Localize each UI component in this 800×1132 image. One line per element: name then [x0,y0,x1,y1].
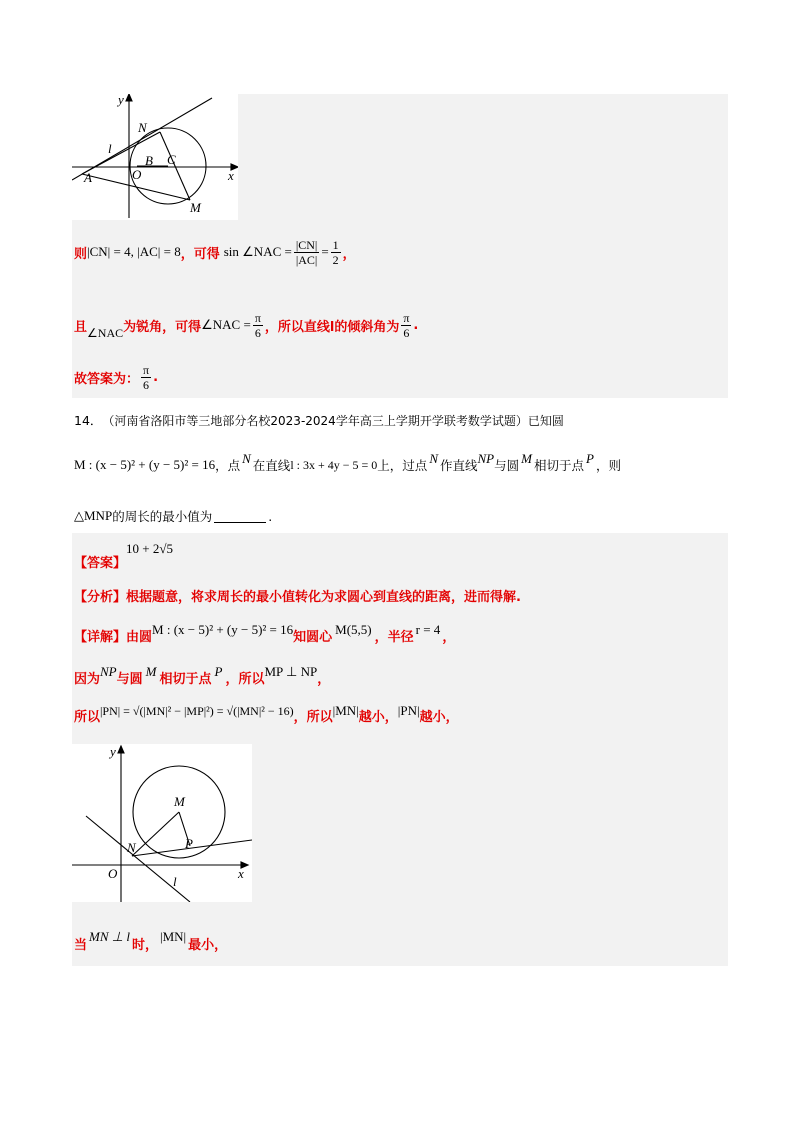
solution-13-line-2: 且 ∠NAC 为锐角，可得 ∠NAC = $\frac{\pi}{6}$ ，所以直线l的倾斜角为 $\frac{\pi}{6}$ . [74,310,419,340]
solution-13-line-1: 则 |CN| = 4, |AC| = 8 ，可得 sin ∠NAC = $\frac{|CN|}{|AC|}$ = $\frac{1}{2}$ ， [74,237,356,267]
label-m: M [190,200,201,215]
answer-line [74,538,173,571]
detail-line-3: 所以 |PN| = √(|MN|² − |MP|²) = √(|MN|² − 16) ，所以 |MN| 越小， |PN| 越小， [74,703,459,725]
label-a: A [84,170,92,185]
question-14-line-2: M : (x − 5)² + (y − 5)² = 16 ，点 N 在直线 l : 3x + 4y − 5 = 0 上，过点 N 作直线 NP 与圆 M 相切于点 P ，则 [74,451,621,473]
label-p: P [185,836,193,851]
fraction-pi-6-c: $\frac{\pi}{6}$ [143,362,150,392]
solution-13-answer: 故答案为： $\frac{\pi}{6}$ . [74,362,159,392]
label-y: y [110,744,116,759]
detail-line-1: 【详解】 由圆 M : (x − 5)² + (y − 5)² = 16 知圆心 M(5,5) ，半径 r = 4 ， [74,622,456,645]
label-n: N [127,840,136,855]
label-l: l [108,141,112,156]
label-o: O [132,167,142,182]
detail-line-4: 当 MN ⊥ l 时， |MN| 最小， [74,929,228,953]
question-number: 14． [74,413,103,428]
question-source: （河南省洛阳市等三地部分名校2023-2024学年高三上学期开学联考数学试题）已知圆 [102,413,564,428]
fraction-pi-6-b: $\frac{\pi}{6}$ [403,310,410,340]
label-y: y [118,94,124,107]
label-l: l [173,874,177,889]
label-c: C [167,152,176,167]
figure-tangent-minimum [72,744,252,902]
analysis-line [74,585,521,605]
label-x: x [238,866,244,881]
fraction-one-half: $\frac{1}{2}$ [332,237,339,267]
question-14-line-1 [74,410,564,430]
figure-circle-tangent-line [72,94,238,220]
label-n: N [138,120,147,135]
question-14-line-3: △MNP 的周长的最小值为 . [74,508,273,524]
label-x: x [228,168,234,183]
answer-blank [214,510,266,523]
label-m: M [174,794,185,809]
label-o: O [108,866,118,881]
fraction-cn-ac: $\frac{|CN|}{|AC|}$ [295,237,318,267]
analysis-text: 根据题意，将求周长的最小值转化为求圆心到直线的距离，进而得解. [126,589,521,605]
detail-tag: 【详解】 [74,629,127,645]
answer-value: 10 + 2√5 [126,541,173,556]
detail-line-2: 因为 NP 与圆 M 相切于点 P ，所以 MP ⊥ NP ， [74,664,331,687]
answer-tag: 【答案】 [74,555,127,571]
analysis-tag: 【分析】 [74,589,127,605]
label-b: B [145,153,153,168]
fraction-pi-6: $\frac{\pi}{6}$ [254,310,261,340]
